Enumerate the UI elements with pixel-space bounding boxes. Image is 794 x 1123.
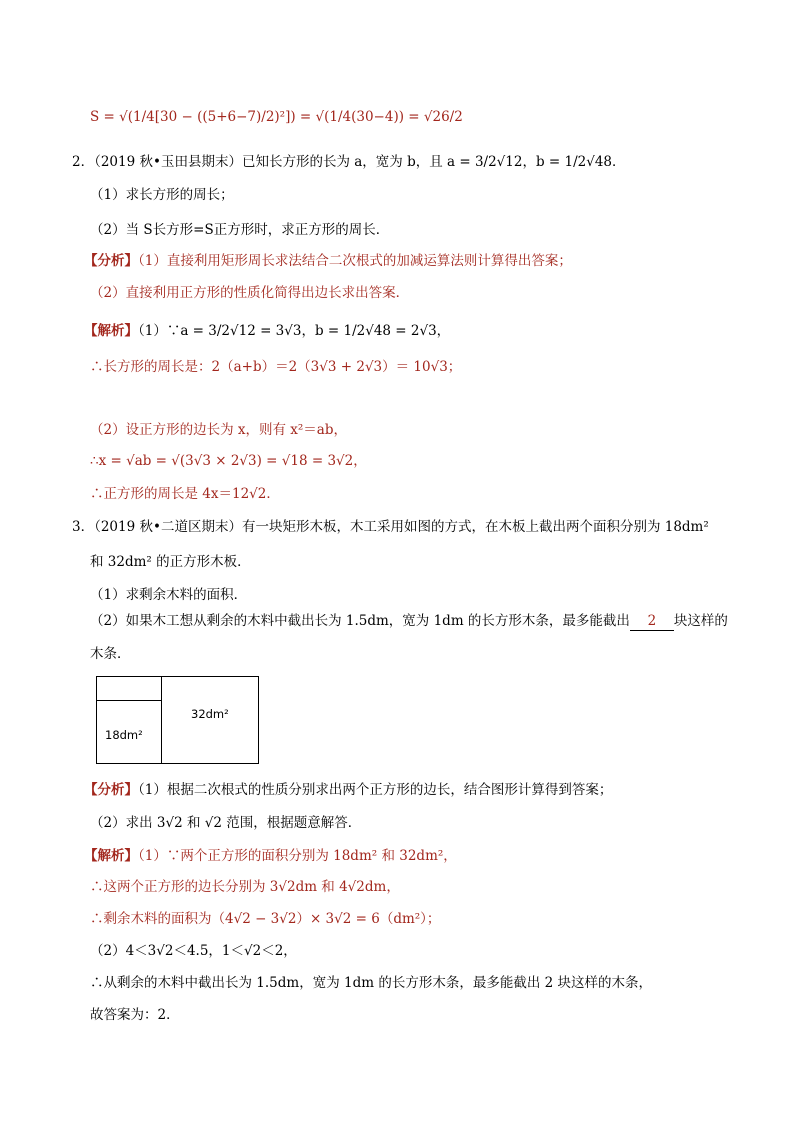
question-2-solution-1 <box>84 322 450 340</box>
question-2-solution-4: ∴x = √ab = √(3√3 × 2√3) = √18 = 3√2， <box>90 453 367 469</box>
question-3-analysis-1 <box>84 781 612 799</box>
question-3-analysis-2: （2）求出 3√2 和 √2 范围，根据题意解答． <box>90 815 362 831</box>
question-3-title-b: 和 32dm² 的正方形木板． <box>90 554 251 570</box>
question-3-solution-2: ∴这两个正方形的边长分别为 3√2dm 和 4√2dm， <box>90 879 400 895</box>
analysis-text: （1）直接利用矩形周长求法结合二次根式的加减运算法则计算得出答案； <box>138 253 572 269</box>
question-2-solution-3: （2）设正方形的边长为 x，则有 x²＝ab， <box>90 422 348 438</box>
solution-tag: 【解析】 <box>84 323 138 339</box>
board-figure <box>96 676 259 764</box>
solution-text: （1）∵a = 3/2√12 = 3√3，b = 1/2√48 = 2√3， <box>138 323 451 339</box>
question-3-part-2-continued: 木条． <box>90 646 131 662</box>
question-2-title: 2．（2019 秋•玉田县期末）已知长方形的长为 a，宽为 b，且 a = 3/2√12，b = 1/2√48． <box>72 154 626 170</box>
analysis-tag: 【分析】 <box>84 253 138 269</box>
big-square-label: 32dm² <box>191 707 229 721</box>
question-3-solution-6: 故答案为：2． <box>90 1007 180 1023</box>
question-2-part-1: （1）求长方形的周长； <box>90 187 234 203</box>
question-3-solution-5: ∴从剩余的木料中截出长为 1.5dm，宽为 1dm 的长方形木条，最多能截出 2 块这样的木条， <box>90 975 652 991</box>
question-3-part-2-text: （2）如果木工想从剩余的木料中截出长为 1.5dm，宽为 1dm 的长方形木条，最多能截出 <box>90 613 630 629</box>
formula-area-line: S = √(1/4[30 − ((5+6−7)/2)²]) = √(1/4(30−4)) = √26/2 <box>90 109 463 125</box>
question-3-solution-3: ∴剩余木料的面积为（4√2 − 3√2）× 3√2 = 6（dm²）； <box>90 911 441 927</box>
question-3-part-2 <box>90 612 728 631</box>
solution-tag: 【解析】 <box>84 848 138 864</box>
analysis-tag: 【分析】 <box>84 782 138 798</box>
question-3-solution-1 <box>84 847 457 865</box>
remaining-wood-region <box>97 677 162 701</box>
question-2-solution-5: ∴正方形的周长是 4x＝12√2． <box>90 486 280 502</box>
question-2-analysis-2: （2）直接利用正方形的性质化简得出边长求出答案． <box>90 285 410 301</box>
solution-text: （1）∵两个正方形的面积分别为 18dm² 和 32dm²， <box>138 848 457 864</box>
question-2-analysis-1 <box>84 252 572 270</box>
question-2-solution-2: ∴长方形的周长是：2（a+b）＝2（3√3 + 2√3）＝ 10√3； <box>90 359 462 375</box>
question-3-solution-4: （2）4＜3√2＜4.5，1＜√2＜2， <box>90 943 297 959</box>
small-square-label: 18dm² <box>105 728 143 742</box>
question-3-part-1: （1）求剩余木料的面积． <box>90 587 248 603</box>
answer-blank: 2 <box>630 612 674 631</box>
question-3-title-a: 3．（2019 秋•二道区期末）有一块矩形木板，木工采用如图的方式，在木板上截出两个面积分别为 18dm² <box>72 519 709 535</box>
analysis-text: （1）根据二次根式的性质分别求出两个正方形的边长，结合图形计算得到答案； <box>138 782 613 798</box>
question-2-part-2: （2）当 S长方形=S正方形时，求正方形的周长． <box>90 222 390 238</box>
question-3-part-2-tail: 块这样的 <box>673 613 728 629</box>
